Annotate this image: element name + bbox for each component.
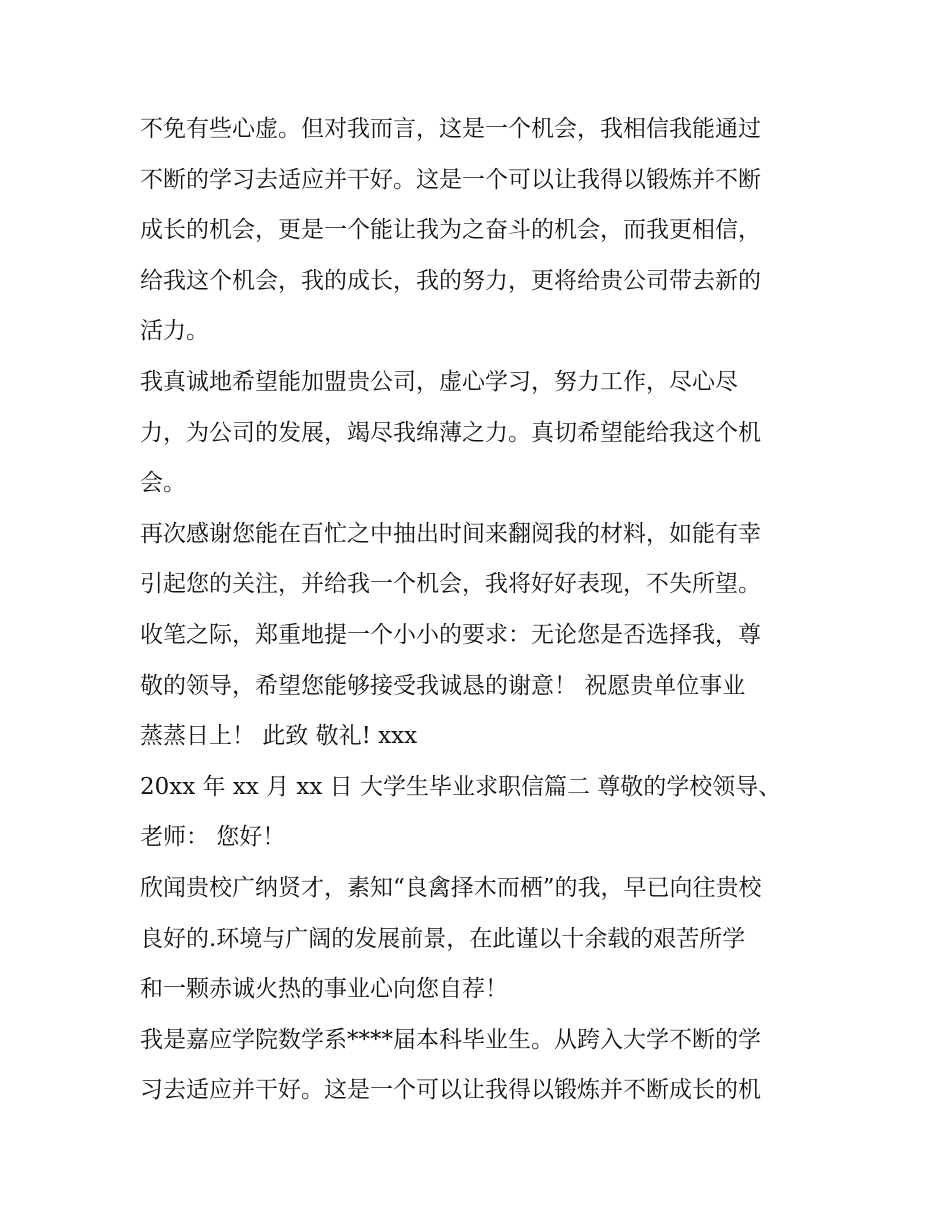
text-line: 不断的学习去适应并干好。这是一个可以让我得以锻炼并不断 <box>140 166 761 193</box>
text-line: 欣闻贵校广纳贤才，素知“良禽择木而栖”的我，早已向往贵校 <box>140 874 762 901</box>
text-line: 我真诚地希望能加盟贵公司，虚心学习，努力工作，尽心尽 <box>140 368 738 395</box>
text-line: 不免有些心虚。但对我而言，这是一个机会，我相信我能通过 <box>140 116 761 142</box>
text-line: 收笔之际，郑重地提一个小小的要求：无论您是否选择我，尊 <box>140 621 761 648</box>
text-line: 敬的领导，希望您能够接受我诚恳的谢意！ 祝愿贵单位事业 <box>140 672 746 699</box>
text-line: 给我这个机会，我的成长，我的努力，更将给贵公司带去新的 <box>140 267 761 294</box>
text-line: 良好的.环境与广阔的发展前景，在此谨以十余载的艰苦所学 <box>140 925 746 952</box>
text-line: 蒸蒸日上！ 此致 敬礼! xxx <box>140 723 418 750</box>
text-line: 老师： 您好！ <box>140 824 286 851</box>
text-line: 和一颗赤诚火热的事业心向您自荐！ <box>140 976 508 1003</box>
text-line: 习去适应并干好。这是一个可以让我得以锻炼并不断成长的机 <box>140 1077 761 1104</box>
text-line: 活力。 <box>140 318 209 345</box>
text-line: 我是嘉应学院数学系****届本科毕业生。从跨入大学不断的学 <box>140 1026 761 1053</box>
text-line: 再次感谢您能在百忙之中抽出时间来翻阅我的材料，如能有幸 <box>140 520 761 547</box>
text-line: 会。 <box>140 470 186 497</box>
text-line: 20xx 年 xx 月 xx 日 大学生毕业求职信篇二 尊敬的学校领导、 <box>140 773 782 800</box>
text-line: 成长的机会，更是一个能让我为之奋斗的机会，而我更相信， <box>140 217 761 244</box>
document-body <box>140 104 820 1116</box>
text-line: 力，为公司的发展，竭尽我绵薄之力。真切希望能给我这个机 <box>140 419 761 446</box>
text-line: 引起您的关注，并给我一个机会，我将好好表现，不失所望。 <box>140 571 761 598</box>
